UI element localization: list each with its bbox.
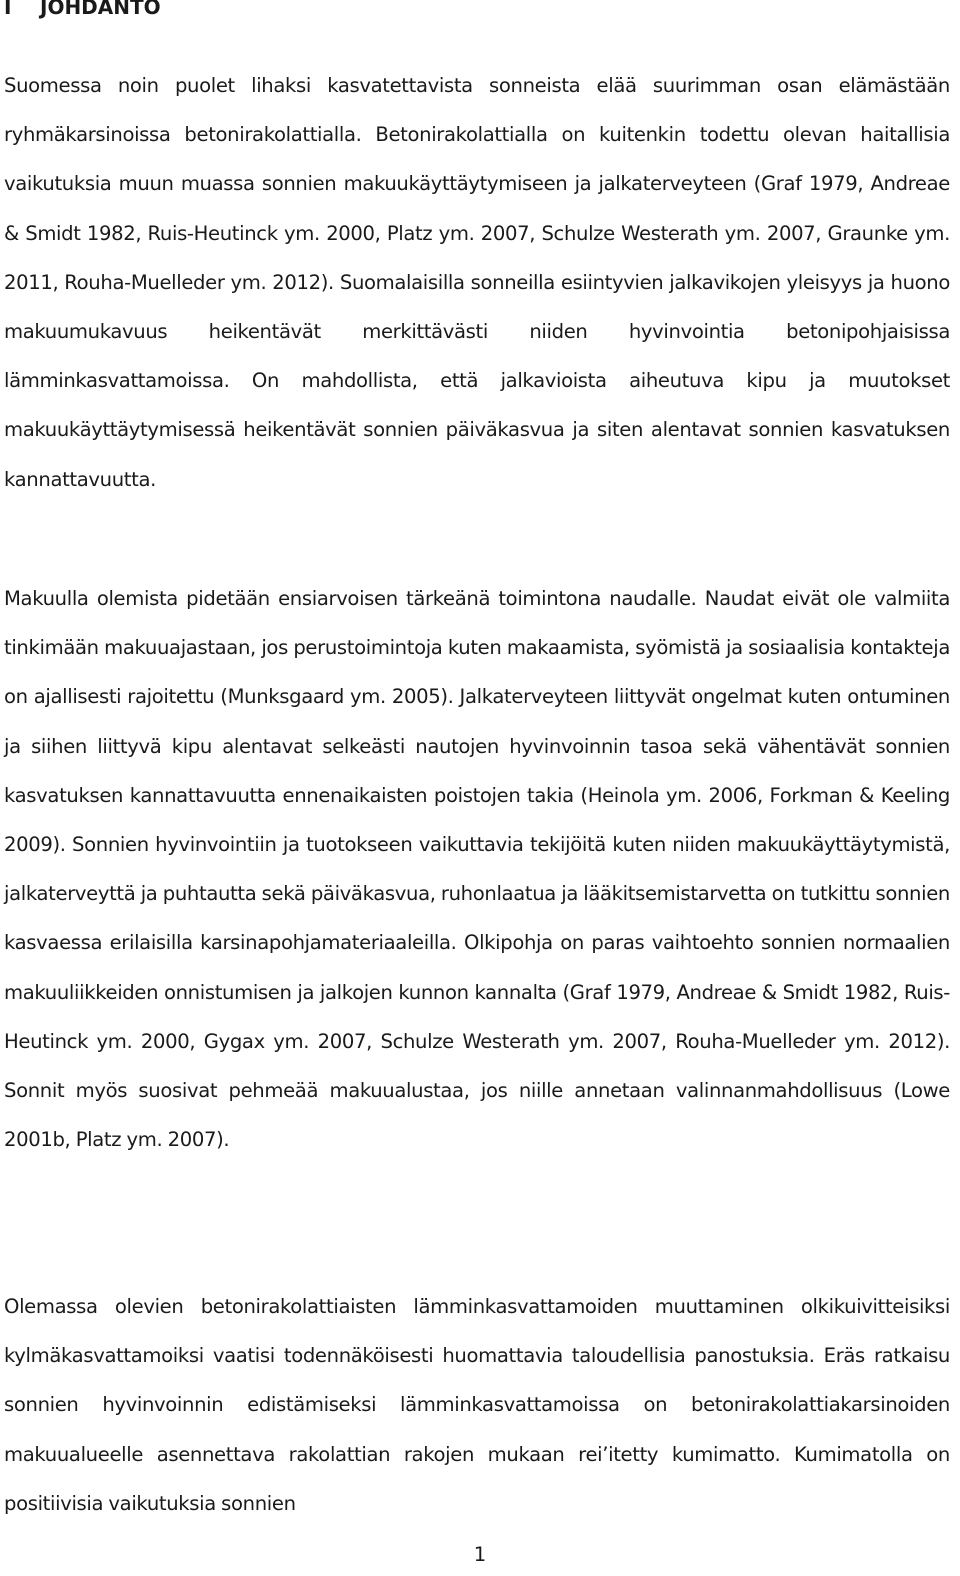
paragraph-lying-behaviour: Makuulla olemista pidetään ensiarvoisen tärkeänä toimintona naudalle. Naudat eivät ole valmiita tinkimään makuuajastaan, jos perustoimintoja kuten makaamista, syömistä ja sosiaalisia kontakteja on ajallisesti rajoitettu (Munksgaard ym. 2005). Jalkaterveyteen liittyvät ongelmat kuten ontuminen ja siihen liittyvä kipu alentavat selkeästi nautojen hyvinvoinnin tasoa sekä vähentävät sonnien kasvatuksen kannattavuutta ennenaikaisten poistojen takia (Heinola ym. 2006, Forkman & Keeling 2009). Sonnien hyvinvointiin ja tuotokseen vaikuttavia tekijöitä kuten niiden makuukäyttäytymistä, jalkaterveyttä ja puhtautta sekä päiväkasvua, ruhonlaatua ja lääkitsemistarvetta on tutkittu sonnien kasvaessa erilaisilla karsinapohjamateriaaleilla. Olkipohja on paras vaihtoehto sonnien normaalien makuuliikkeiden onnistumisen ja jalkojen kunnon kannalta (Graf 1979, Andreae & Smidt 1982, Ruis-Heutinck ym. 2000, Gygax ym. 2007, Schulze Westerath ym. 2007, Rouha-Muelleder ym. 2012). Sonnit myös suosivat pehmeää makuualustaa, jos niille annetaan valinnanmahdollisuus (Lowe 2001b, Platz ym. 2007). <box>4 587 950 1152</box>
section-title: JOHDANTO <box>40 0 161 19</box>
page-number: 1 <box>473 1543 487 1566</box>
section-heading <box>4 0 161 20</box>
paragraph-rubber-mat: Olemassa olevien betonirakolattiaisten lämminkasvattamoiden muuttaminen olkikuivitteisiksi kylmäkasvattamoiksi vaatisi todennäköisesti huomattavia taloudellisia panostuksia. Eräs ratkaisu sonnien hyvinvoinnin edistämiseksi lämminkasvattamoissa on betonirakolattiakarsinoiden makuualueelle asennettava rakolattian rakojen mukaan rei’itetty kumimatto. Kumimatolla on positiivisia vaikutuksia sonnien <box>4 1295 950 1515</box>
section-number: I <box>4 0 12 19</box>
paragraph-intro: Suomessa noin puolet lihaksi kasvatettavista sonneista elää suurimman osan elämästään ryhmäkarsinoissa betonirakolattialla. Betonirakolattialla on kuitenkin todettu olevan haitallisia vaikutuksia muun muassa sonnien makuukäyttäytymiseen ja jalkaterveyteen (Graf 1979, Andreae & Smidt 1982, Ruis-Heutinck ym. 2000, Platz ym. 2007, Schulze Westerath ym. 2007, Graunke ym. 2011, Rouha-Muelleder ym. 2012). Suomalaisilla sonneilla esiintyvien jalkavikojen yleisyys ja huono makuumukavuus heikentävät merkittävästi niiden hyvinvointia betonipohjaisissa lämminkasvattamoissa. On mahdollista, että jalkavioista aiheutuva kipu ja muutokset makuukäyttäytymisessä heikentävät sonnien päiväkasvua ja siten alentavat sonnien kasvatuksen kannattavuutta. <box>4 74 950 491</box>
